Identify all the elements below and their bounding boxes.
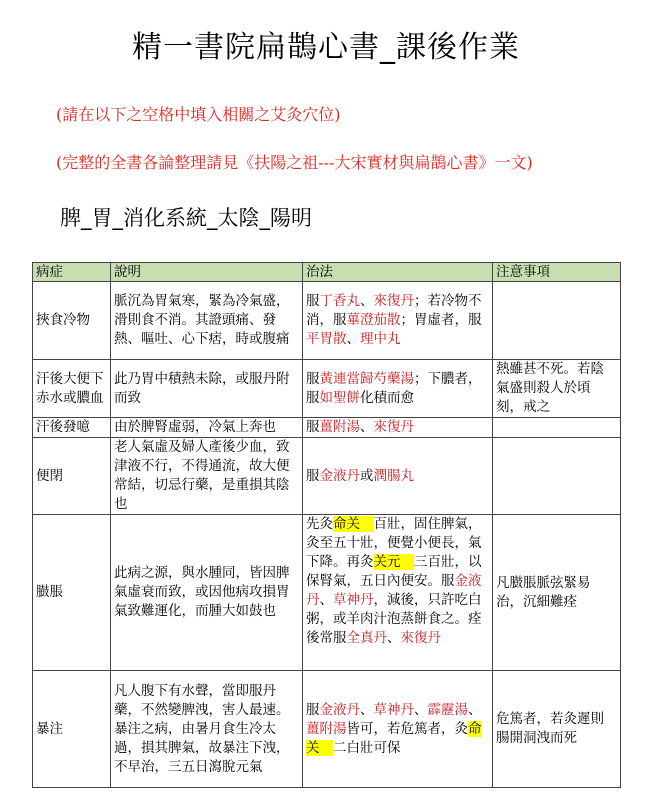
treatment-text: 服 — [306, 419, 320, 435]
header-notes: 注意事項 — [493, 263, 621, 282]
prescription-text: 理中丸 — [360, 331, 401, 347]
disease-cell: 臌脹 — [33, 515, 111, 671]
notes-cell — [493, 282, 621, 360]
prescription-text: 全真丹 — [346, 630, 387, 646]
treatment-text: 皆可，若危篤者，灸 — [346, 720, 468, 737]
acupoint-highlight: 命关 — [333, 516, 374, 532]
treatment-cell — [303, 360, 493, 418]
prescription-text: 金液丹 — [319, 467, 360, 484]
header-treatment: 治法 — [303, 263, 493, 282]
treatment-text: 或 — [360, 467, 374, 484]
homework-table — [32, 262, 621, 788]
treatment-text: 、 — [414, 701, 428, 718]
notes-cell — [493, 438, 621, 515]
treatment-text: 、 — [360, 293, 374, 309]
table-row — [33, 438, 621, 515]
instruction-note: (請在以下之空格中填入相關之艾灸穴位) — [56, 105, 341, 124]
prescription-text: 平胃散 — [306, 331, 347, 347]
treatment-text: 、 — [360, 701, 374, 718]
prescription-text: 霹靂湯 — [427, 701, 468, 718]
prescription-text: 黃連當歸芍藥湯 — [319, 370, 414, 387]
treatment-text: 、 — [468, 701, 482, 718]
treatment-text: ；胃虛者，服 — [400, 312, 482, 328]
treatment-cell — [303, 438, 493, 515]
table-row — [33, 360, 621, 418]
prescription-text: 草神丹 — [333, 592, 374, 608]
table-row — [33, 418, 621, 438]
description-cell: 由於脾腎虛弱，冷氣上奔也 — [111, 418, 303, 438]
treatment-text: ；若冷物不消，服 — [306, 293, 482, 328]
prescription-text: 來復丹 — [373, 293, 414, 309]
description-cell: 此乃胃中積熱未除，或服丹附而致 — [111, 360, 303, 418]
table-header-row — [33, 263, 621, 282]
prescription-text: 草神丹 — [373, 701, 414, 718]
section-subtitle: 脾_胃_消化系統_太陰_陽明 — [60, 206, 312, 230]
disease-cell: 挾食冷物 — [33, 282, 111, 360]
treatment-text: 、 — [346, 331, 360, 347]
description-cell: 脈沉為胃氣寒，緊為冷氣盛，滑則食不消。其證頭痛、發熱、嘔吐、心下痞，時或腹痛 — [111, 282, 303, 360]
treatment-text: 百壯，固住脾氣，灸至五十壯，便覺小便長，氣下降。再灸 — [306, 516, 482, 570]
disease-cell: 暴注 — [33, 671, 111, 788]
treatment-text: 、 — [319, 592, 333, 608]
treatment-text: ；下膿者，服 — [306, 370, 482, 406]
prescription-text: 來復丹 — [373, 419, 414, 435]
prescription-text: 金液丹 — [306, 573, 482, 608]
table-row — [33, 282, 621, 360]
page-title: 精一書院扁鵲心書_課後作業 — [132, 30, 520, 65]
treatment-text: 服 — [306, 370, 320, 387]
treatment-text: 三百壯，以保腎氣，五日內便安。服 — [306, 554, 482, 589]
prescription-text: 潤腸丸 — [373, 467, 414, 484]
disease-cell: 汗後發噫 — [33, 418, 111, 438]
treatment-text: 、 — [360, 419, 374, 435]
description-cell: 老人氣虛及婦人產後少血，致津液不行，不得通流，故大便常結，切忌行藥，是重損其陰也 — [111, 438, 303, 515]
treatment-text: 二白壯可保 — [333, 739, 401, 756]
treatment-text: 先灸 — [306, 516, 333, 532]
treatment-text: 、 — [387, 630, 401, 646]
treatment-text: ，減後，只許吃白粥，或羊肉汁泡蒸餅食之。痊後常服 — [306, 592, 482, 646]
treatment-text: 服 — [306, 701, 320, 718]
description-cell: 此病之源，與水腫同，皆因脾氣虛衰而致，或因他病攻損胃氣致難運化，而腫大如鼓也 — [111, 515, 303, 671]
reference-note: (完整的全書各論整理請見《扶陽之祖---大宋實材與扁鵲心書》一文) — [56, 153, 533, 172]
notes-cell: 凡臌脹脈弦緊易治，沉細難痊 — [493, 515, 621, 671]
treatment-cell — [303, 515, 493, 671]
acupoint-highlight: 命关 — [306, 720, 482, 756]
table-row — [33, 515, 621, 671]
header-disease: 病症 — [33, 263, 111, 282]
treatment-text: 服 — [306, 293, 320, 309]
treatment-cell — [303, 282, 493, 360]
prescription-text: 薑附湯 — [306, 720, 347, 737]
table-row — [33, 671, 621, 788]
prescription-text: 金液丹 — [319, 701, 360, 718]
notes-cell: 熱雖甚不死。若陰氣盛則殺人於頃刻，戒之 — [493, 360, 621, 418]
prescription-text: 來復丹 — [400, 630, 441, 646]
disease-cell: 汗後大便下赤水或膿血 — [33, 360, 111, 418]
notes-cell — [493, 418, 621, 438]
header-description: 說明 — [111, 263, 303, 282]
description-cell: 凡人腹下有水聲，當即服丹藥，不然變脾洩，害人最速。暴注之病，由暑月食生冷太過，損其脾氣，故暴注下洩，不早治，三五日瀉脫元氣 — [111, 671, 303, 788]
treatment-text: 服 — [306, 467, 320, 484]
prescription-text: 薑附湯 — [319, 419, 360, 435]
acupoint-highlight: 关元 — [373, 554, 414, 570]
prescription-text: 如聖餅 — [319, 389, 360, 406]
disease-cell: 便閉 — [33, 438, 111, 515]
treatment-text: 化積而愈 — [360, 389, 414, 406]
notes-cell: 危篤者，若灸遲則腸開洞洩而死 — [493, 671, 621, 788]
treatment-cell — [303, 671, 493, 788]
treatment-cell — [303, 418, 493, 438]
prescription-text: 丁香丸 — [319, 293, 360, 309]
prescription-text: 蓽澄茄散 — [346, 312, 401, 328]
